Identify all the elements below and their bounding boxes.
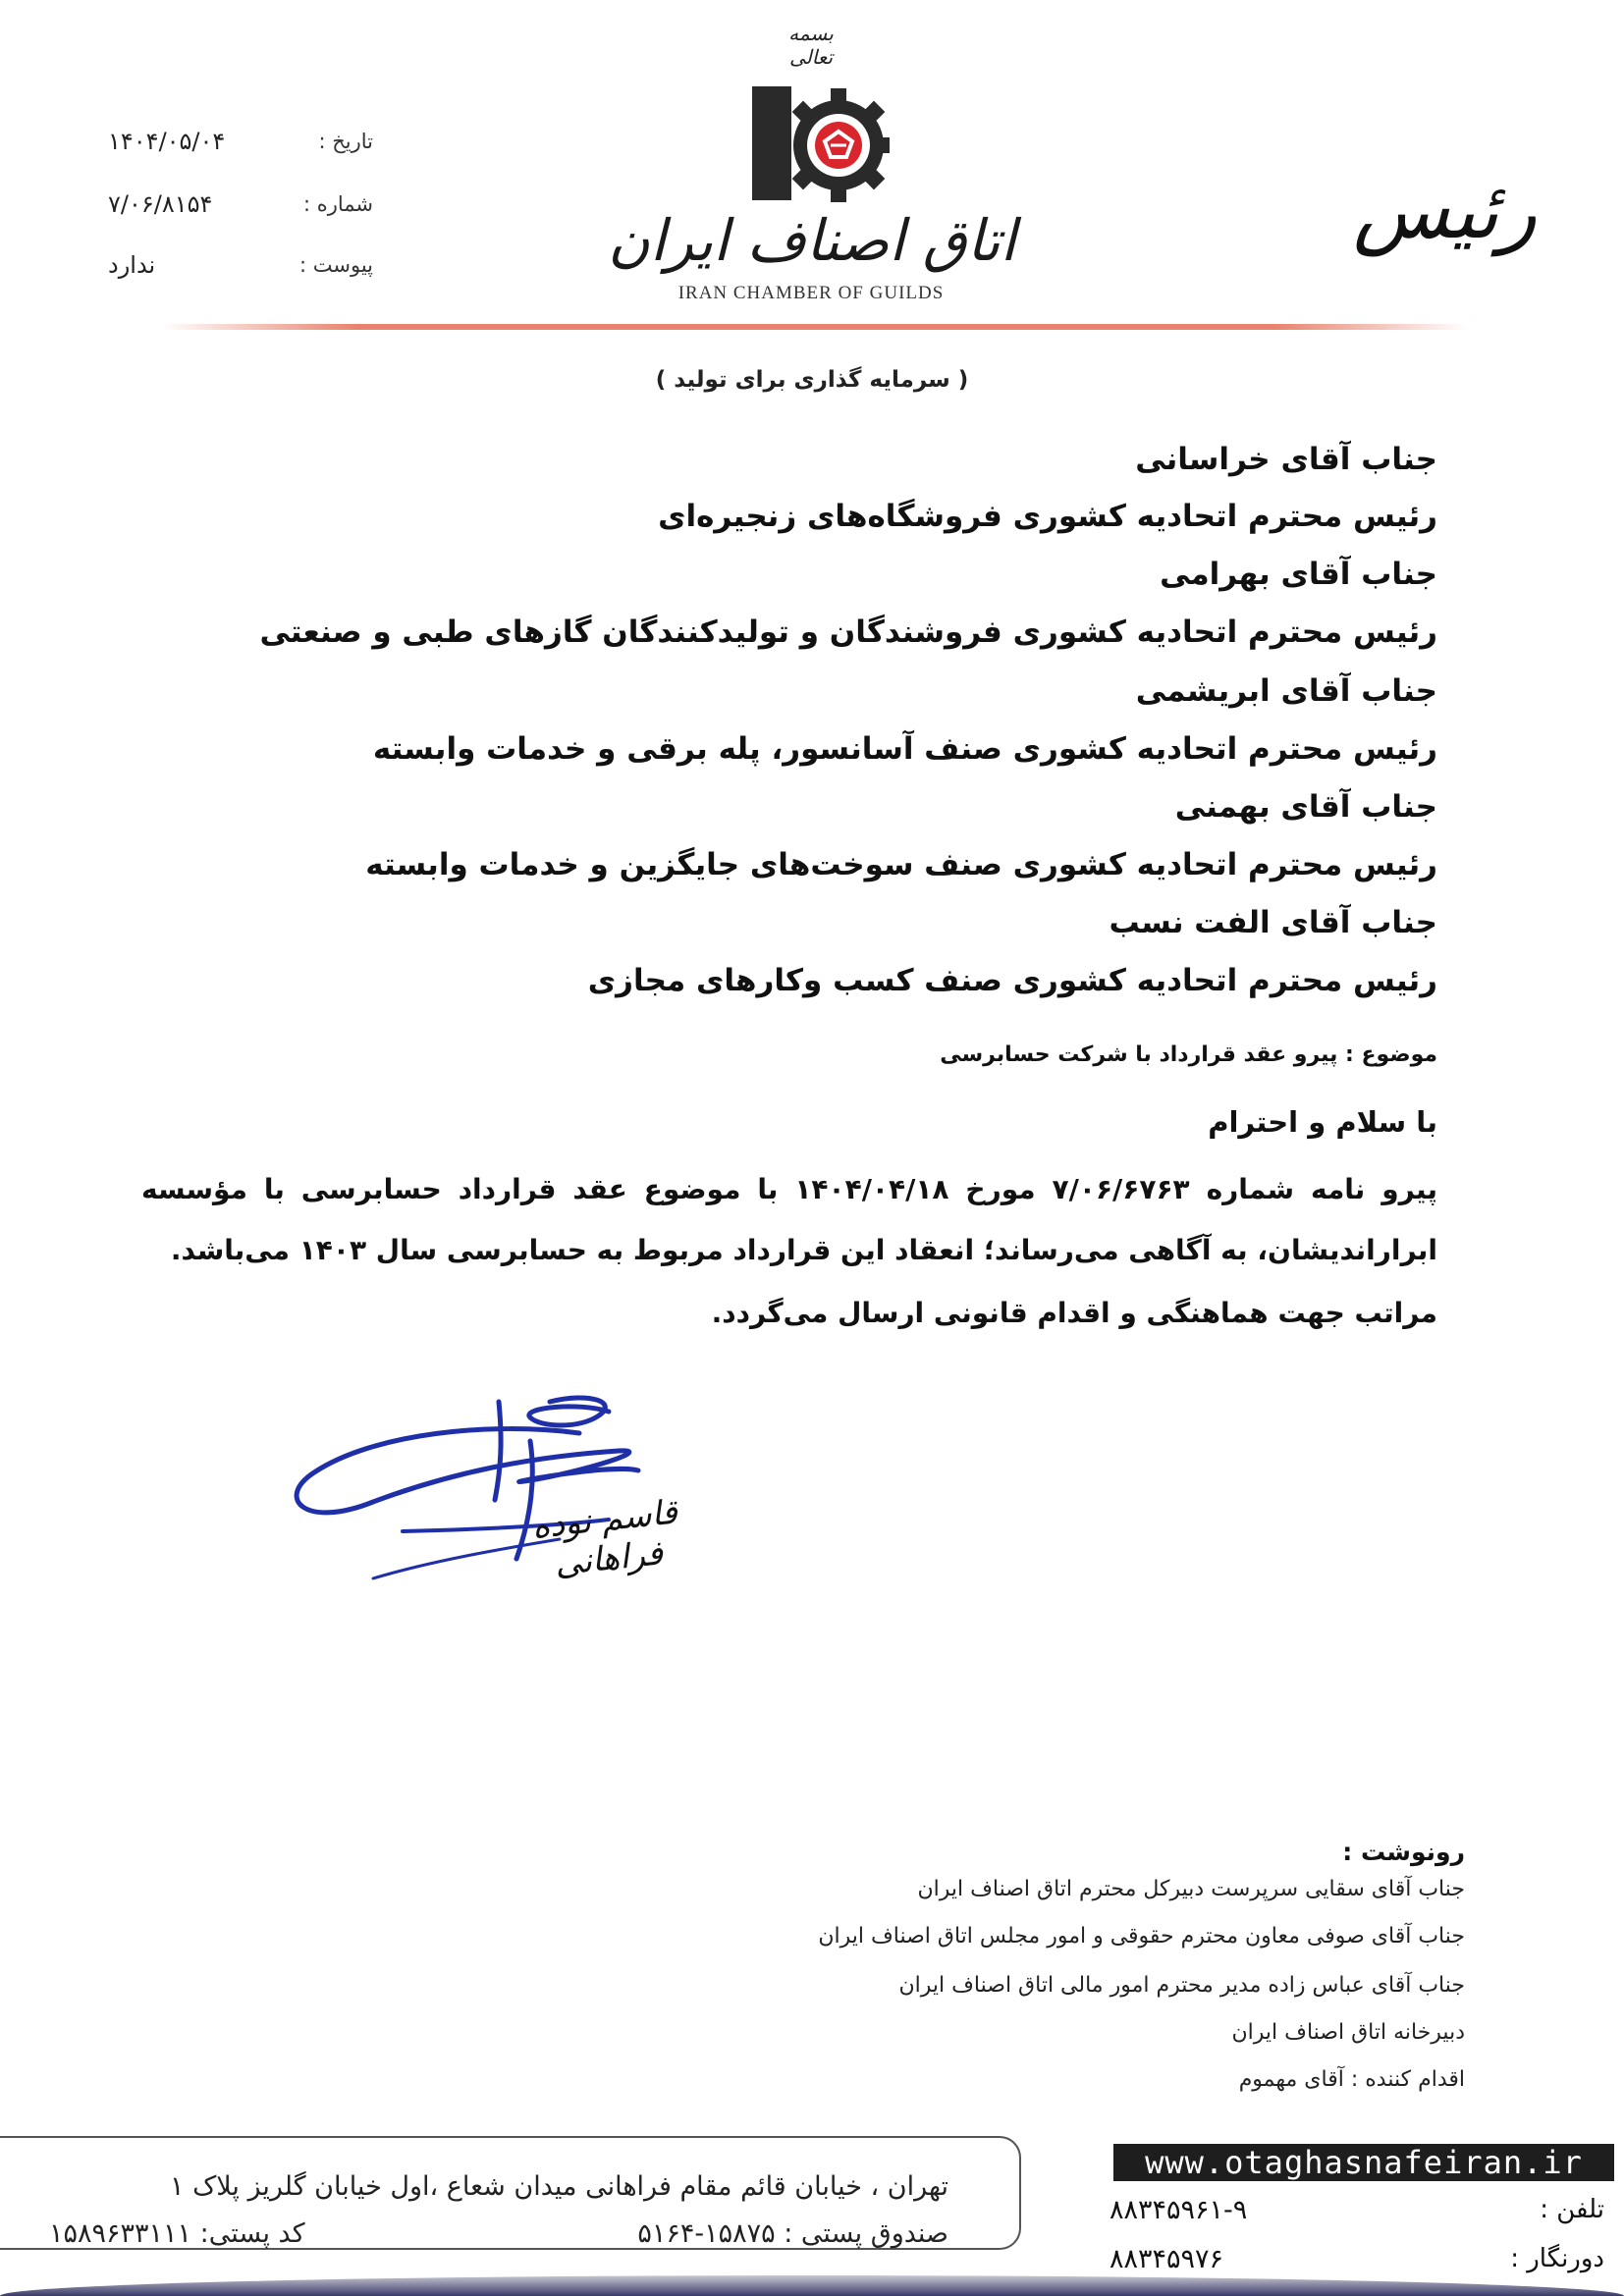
footer-address: تهران ، خیابان قائم مقام فراهانی میدان شعاع ،اول خیابان گلریز پلاک ۱ <box>169 2171 948 2202</box>
cc-item: دبیرخانه اتاق اصناف ایران <box>1231 2020 1465 2045</box>
addressee-line: جناب آقای بهمنی <box>1174 789 1437 825</box>
meta-number-row <box>108 185 373 224</box>
date-value: ۱۴۰۴/۰۵/۰۴ <box>108 128 226 155</box>
addressee-line: جناب آقای الفت نسب <box>1109 905 1437 940</box>
body-paragraph-line: مراتب جهت هماهنگی و اقدام قانونی ارسال می‌گردد. <box>711 1297 1437 1329</box>
addressee-line: رئیس محترم اتحادیه کشوری فروشگاه‌های زنجیره‌ای <box>658 499 1437 534</box>
date-label: تاریخ : <box>318 130 373 153</box>
footer-po-box: صندوق پستی : ۱۵۸۷۵-۵۱۶۴ <box>637 2218 948 2249</box>
footer-band <box>0 2275 1624 2296</box>
addressee-line: رئیس محترم اتحادیه کشوری فروشندگان و تولیدکنندگان گازهای طبی و صنعتی <box>259 614 1437 650</box>
bismillah-header: بسمه تعالی <box>788 22 834 69</box>
addressee-line: رئیس محترم اتحادیه کشوری صنف سوخت‌های جایگزین و خدمات وابسته <box>365 847 1437 882</box>
letter-subject: موضوع : پیرو عقد قرارداد با شرکت حسابرسی <box>940 1042 1437 1067</box>
attachment-value: ندارد <box>108 251 156 279</box>
cc-item: جناب آقای صوفی معاون محترم حقوقی و امور مجلس اتاق اصناف ایران <box>818 1924 1465 1949</box>
addressee-line: جناب آقای خراسانی <box>1135 442 1437 477</box>
footer-phone-label: تلفن : <box>1540 2195 1604 2224</box>
year-slogan: ( سرمایه گذاری برای تولید ) <box>655 367 969 393</box>
addressee-line: رئیس محترم اتحادیه کشوری صنف کسب وکارهای مجازی <box>587 963 1437 998</box>
addressee-line: رئیس محترم اتحادیه کشوری صنف آسانسور، پله برقی و خدمات وابسته <box>372 731 1437 767</box>
chamber-logo <box>748 80 892 206</box>
footer-fax-value: ۸۸۳۴۵۹۷۶ <box>1110 2244 1224 2274</box>
addressee-line: جناب آقای بهرامی <box>1160 557 1437 592</box>
footer-phone-value: ۸۸۳۴۵۹۶۱-۹ <box>1110 2195 1248 2225</box>
addressee-line: جناب آقای ابریشمی <box>1135 673 1437 709</box>
body-paragraph-line: ابراراندیشان، به آگاهی می‌رساند؛ انعقاد این قرارداد مربوط به حسابرسی سال ۱۴۰۳ می‌باشد. <box>170 1234 1437 1266</box>
cc-item: اقدام کننده : آقای مهموم <box>1238 2067 1465 2092</box>
chamber-name-en: IRAN CHAMBER OF GUILDS <box>677 283 945 303</box>
footer-postal-code: کد پستی: ۱۵۸۹۶۳۳۱۱۱ <box>49 2218 305 2249</box>
header-divider <box>162 324 1468 330</box>
cc-item: جناب آقای عباس زاده مدیر محترم امور مالی اتاق اصناف ایران <box>898 1973 1465 1998</box>
greeting: با سلام و احترام <box>1208 1105 1437 1139</box>
signer-name: قاسم نوده فراهانی <box>529 1492 679 1584</box>
number-value: ۷/۰۶/۸۱۵۴ <box>108 190 213 218</box>
meta-date-row <box>108 122 373 161</box>
body-paragraph-line: پیرو نامه شماره ۷/۰۶/۶۷۶۳ مورخ ۱۴۰۴/۰۴/۱۸ با موضوع عقد قرارداد حسابرسی با مؤسسه <box>141 1173 1438 1205</box>
footer-fax-label: دورنگار : <box>1510 2244 1604 2273</box>
cc-title: رونوشت : <box>1342 1838 1465 1866</box>
cc-item: جناب آقای سقایی سرپرست دبیرکل محترم اتاق اصناف ایران <box>917 1877 1465 1901</box>
meta-attachment-row <box>108 245 373 285</box>
footer-website: www.otaghasnafeiran.ir <box>1113 2144 1614 2181</box>
attachment-label: پیوست : <box>299 253 373 277</box>
letter-title: رئیس <box>1352 165 1537 256</box>
number-label: شماره : <box>302 192 373 216</box>
chamber-name-fa: اتاق اصناف ایران <box>608 207 1016 274</box>
